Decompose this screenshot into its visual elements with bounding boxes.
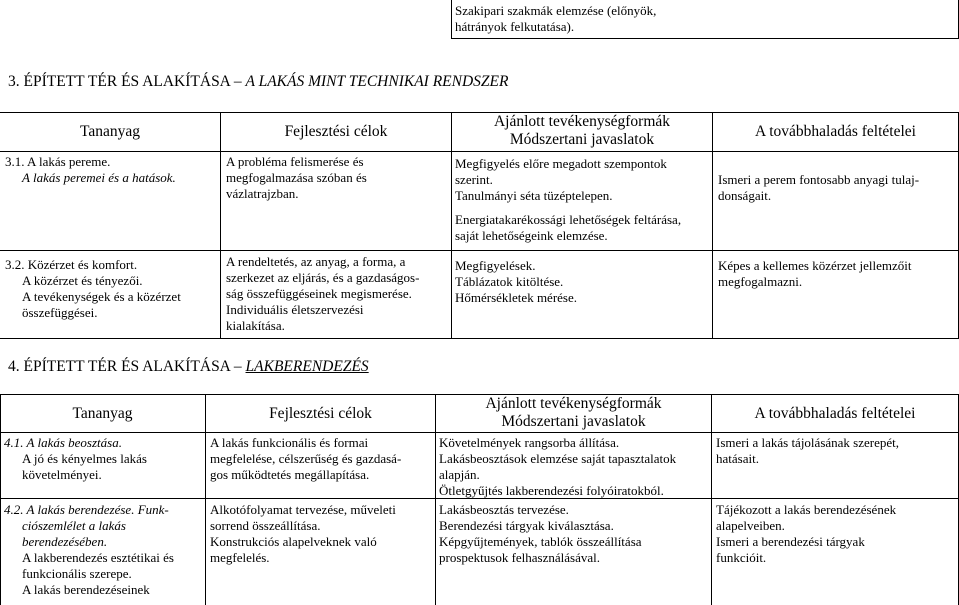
t4-r1-col4-line1: Ismeri a lakás tájolásának szerepét,: [716, 435, 899, 450]
section-4-prefix: 4. ÉPÍTETT TÉR ÉS ALAKÍTÁSA –: [8, 358, 246, 375]
table-3-col-divider-3: [712, 112, 713, 339]
table-3-header-divider: [0, 151, 959, 152]
table-4-header-modszertani: Módszertani javaslatok: [501, 413, 646, 430]
table-4-header-tananyag: Tananyag: [72, 405, 133, 422]
t4-r2-col3-line4: prospektusok felhasználásával.: [439, 550, 601, 565]
top-cell-line-1: Szakipari szakmák elemzése (előnyök,: [455, 3, 657, 18]
t3-r1-col3a-line3: Tanulmányi séta tüzéptelepen.: [455, 188, 613, 203]
t4-r2-col4-line3: Ismeri a berendezési tárgyak: [716, 534, 865, 549]
t4-r1-col3-line4: Ötletgyűjtés lakberendezési folyóiratokból.: [439, 483, 664, 498]
t4-r1-col4-line2: hatásait.: [716, 451, 759, 466]
t3-r2-col1-line2: A közérzet és tényezői.: [22, 273, 143, 288]
t4-r1-col1-line3: követelményei.: [22, 467, 102, 482]
section-3-prefix: 3. ÉPÍTETT TÉR ÉS ALAKÍTÁSA –: [8, 73, 246, 90]
t4-r2-col4-line4: funkcióit.: [716, 550, 767, 565]
top-cell-line-2: hátrányok felkutatása).: [455, 19, 575, 34]
t3-r2-col1-line1: 3.2. Közérzet és komfort.: [5, 257, 138, 272]
table-4-header-divider: [0, 432, 959, 433]
table-4-header-fejlesztesi-celok: Fejlesztési célok: [269, 405, 372, 422]
table-3-col-divider-1: [220, 112, 221, 339]
t4-r1-col1-line2: A jó és kényelmes lakás: [22, 451, 147, 466]
table-4-col-divider-1: [205, 394, 206, 605]
t3-r2-col2-line1: A rendeltetés, az anyag, a forma, a: [226, 254, 406, 269]
t3-r2-col4-line1: Képes a kellemes közérzet jellemzőit: [718, 258, 912, 273]
table-3-header-modszertani: Módszertani javaslatok: [509, 131, 655, 148]
t4-r2-col2-line3: Konstrukciós alapelveknek való: [210, 534, 377, 549]
table-4-col-divider-3: [711, 394, 712, 605]
t3-r2-col4-line2: megfogalmazni.: [718, 274, 803, 289]
t4-r1-col2-line2: megfelelése, célszerűség és gazdasá-: [210, 451, 402, 466]
table-4-left-border: [0, 394, 1, 605]
t4-r2-col4-line2: alapelveiben.: [716, 518, 785, 533]
t4-r2-col2-line2: sorrend összeállítása.: [210, 518, 321, 533]
t4-r2-col1-line6: A lakás berendezéseinek: [22, 582, 150, 597]
t3-r1-col1-line1: 3.1. A lakás pereme.: [5, 154, 111, 169]
t4-r1-col2-line1: A lakás funkcionális és formai: [210, 435, 369, 450]
section-4-title: [8, 357, 369, 377]
t3-r2-col3-line1: Megfigyelések.: [455, 258, 536, 273]
t3-r2-col2-line4: Individuális életszervezési: [226, 302, 364, 317]
t3-r1-col2-line1: A probléma felismerése és: [226, 154, 364, 169]
t4-r1-col2-line3: gos működtetés megállapítása.: [210, 467, 370, 482]
t3-r1-col3a-line2: szerint.: [455, 172, 493, 187]
t4-r2-col1-line3: berendezésében.: [22, 534, 108, 549]
table-3-header-tevekenysegformak: Ajánlott tevékenységformák: [493, 113, 671, 130]
t3-r1-col2-line3: vázlatrajzban.: [226, 186, 299, 201]
table-3-row-divider: [0, 250, 959, 251]
section-4-title-italic: LAKBERENDEZÉS: [245, 358, 369, 375]
t3-r1-col3b-line1: Energiatakarékossági lehetőségek feltárása,: [455, 212, 682, 227]
t4-r2-col2-line1: Alkotófolyamat tervezése, műveleti: [210, 502, 396, 517]
t3-r1-col2-line2: megfogalmazása szóban és: [226, 170, 367, 185]
top-cell-border-bottom: [451, 38, 959, 39]
table-3-bottom-border: [0, 338, 959, 339]
t4-r2-col3-line3: Képgyűjtemények, tablók összeállítása: [439, 534, 642, 549]
t4-r1-col3-line2: Lakásbeosztások elemzése saját tapasztalatok: [439, 451, 677, 466]
section-3-title: [8, 72, 508, 92]
t3-r2-col2-line3: ság összefüggéseinek megismerése.: [226, 286, 412, 301]
section-3-title-italic: A LAKÁS MINT TECHNIKAI RENDSZER: [245, 73, 509, 90]
table-4-header-tovabbhaladas: A továbbhaladás feltételei: [754, 405, 916, 422]
table-3-header-tovabbhaladas: A továbbhaladás feltételei: [755, 123, 916, 140]
t3-r2-col2-line5: kialakítása.: [226, 318, 285, 333]
t4-r2-col1-line2: ciószemlélet a lakás: [22, 518, 126, 533]
t3-r1-col1-line2: A lakás peremei és a hatások.: [22, 170, 176, 185]
t3-r2-col1-line3: A tevékenységek és a közérzet: [22, 289, 181, 304]
t4-r2-col4-line1: Tájékozott a lakás berendezésének: [716, 502, 897, 517]
table-4-header-tevekenysegformak: Ajánlott tevékenységformák: [485, 395, 662, 412]
t3-r1-col4-line1: Ismeri a perem fontosabb anyagi tulaj-: [718, 172, 920, 187]
t4-r2-col1-line4: A lakberendezés esztétikai és: [22, 550, 174, 565]
t3-r1-col4-line2: donságait.: [718, 188, 772, 203]
t4-r1-col3-line3: alapján.: [439, 467, 480, 482]
t3-r1-col3b-line2: saját lehetőségeink elemzése.: [455, 228, 608, 243]
top-cell-border-left: [451, 0, 452, 38]
t4-r2-col2-line4: megfelelés.: [210, 550, 270, 565]
t3-r2-col2-line2: szerkezet az eljárás, és a gazdaságos-: [226, 270, 420, 285]
t4-r1-col1-line1: 4.1. A lakás beosztása.: [4, 435, 122, 450]
t4-r1-col3-line1: Követelmények rangsorba állítása.: [439, 435, 620, 450]
table-3-header-fejlesztesi-celok: Fejlesztési célok: [284, 123, 388, 140]
table-3-header-tananyag: Tananyag: [79, 123, 141, 140]
t3-r2-col3-line2: Táblázatok kitöltése.: [455, 274, 564, 289]
t4-r2-col3-line2: Berendezési tárgyak kiválasztása.: [439, 518, 614, 533]
t3-r1-col3a-line1: Megfigyelés előre megadott szempontok: [455, 156, 667, 171]
t4-r2-col1-line5: funkcionális szerepe.: [22, 566, 132, 581]
t3-r2-col1-line4: összefüggései.: [22, 305, 98, 320]
t4-r2-col3-line1: Lakásbeosztás tervezése.: [439, 502, 569, 517]
t4-r2-col1-line1: 4.2. A lakás berendezése. Funk-: [4, 502, 169, 517]
t3-r2-col3-line3: Hőmérsékletek mérése.: [455, 290, 578, 305]
